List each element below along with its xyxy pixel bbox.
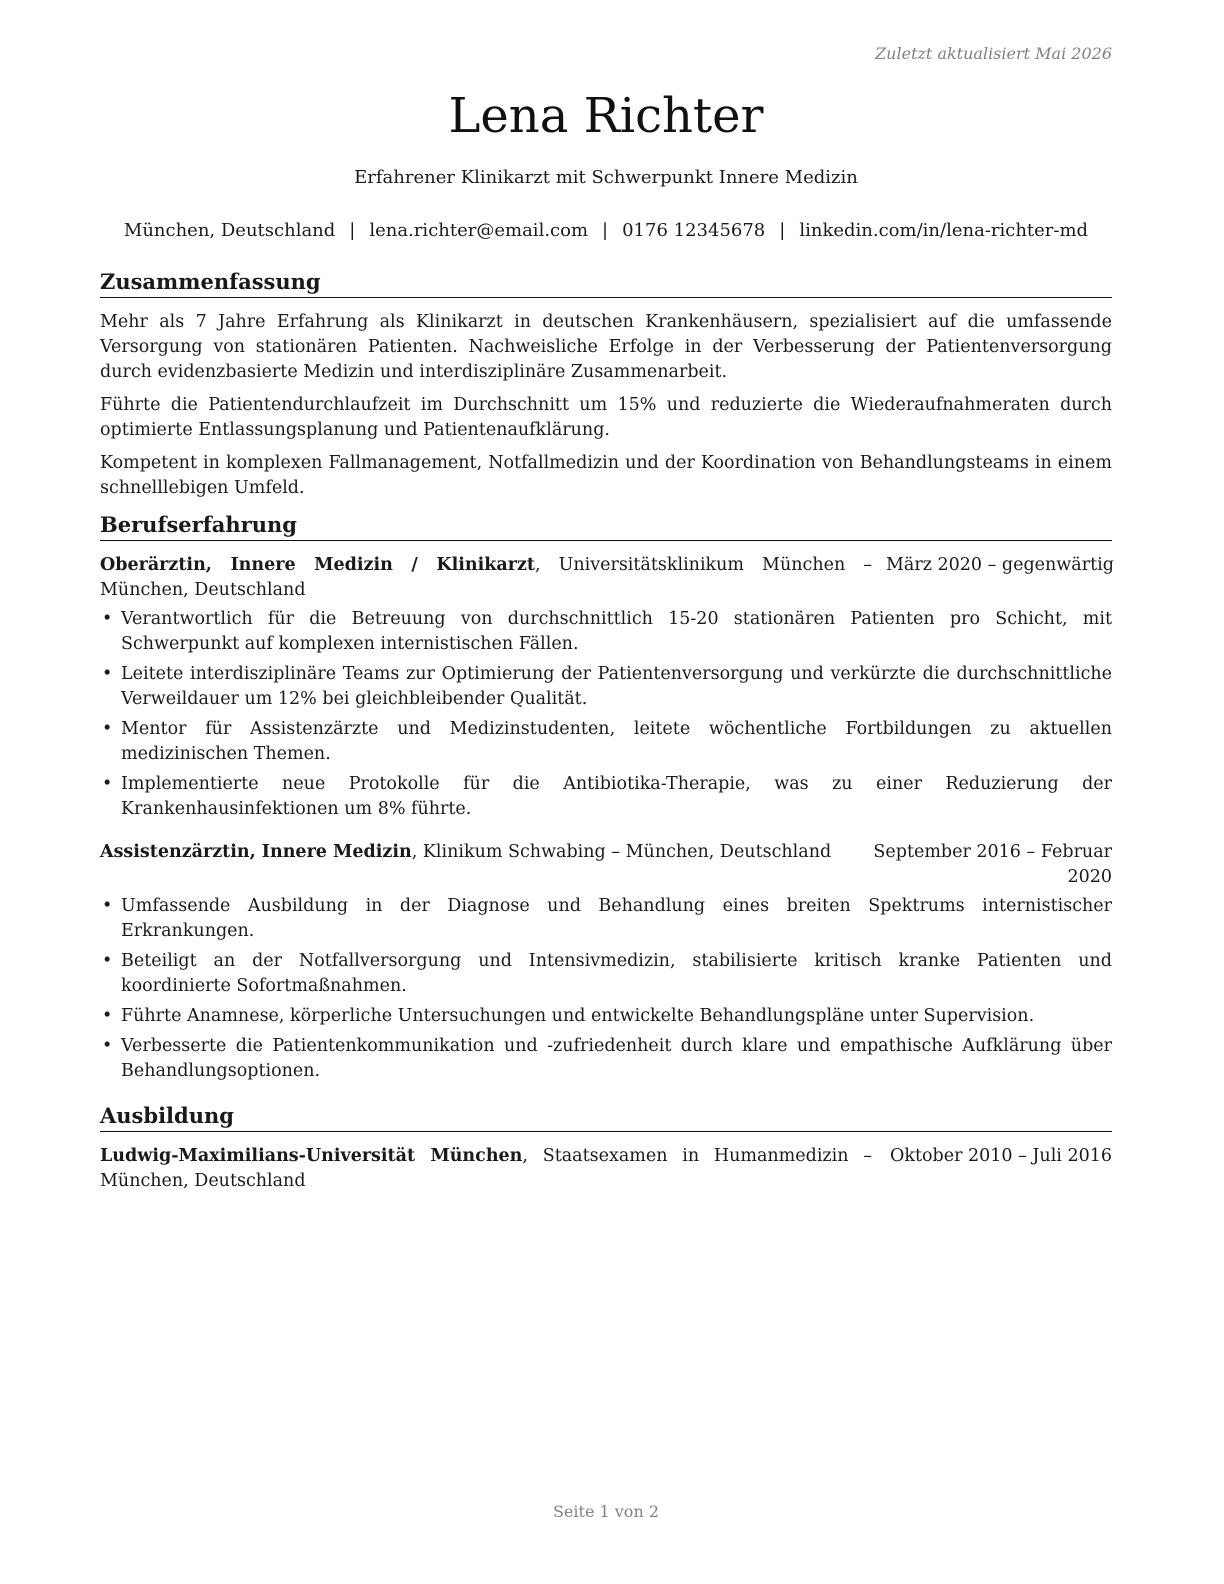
resume-page <box>100 0 1112 1584</box>
job-dates: März 2020 – gegenwärtig <box>886 555 1114 575</box>
list-item <box>100 1004 1112 1029</box>
contact-location: München, Deutschland <box>123 220 336 241</box>
job-bullets <box>100 607 1112 822</box>
job-role: Assistenzärztin, Innere Medizin <box>100 842 412 862</box>
list-item <box>100 662 1112 712</box>
summary-paragraph: Mehr als 7 Jahre Erfahrung als Klinikarzt in deutschen Krankenhäusern, spezialisiert auf die umfassende Versorgung von stationären Patienten. Nachweisliche Erfolge in der Verbesserung der Patientenversorgung durch evidenzbasierte Medizin und interdisziplinäre Zusammenarbeit. <box>100 312 1112 382</box>
summary-section <box>100 268 1112 501</box>
job-role: Oberärztin, Innere Medizin / Klinikarzt <box>100 555 535 575</box>
headline: Erfahrener Klinikarzt mit Schwerpunkt Innere Medizin <box>354 167 858 188</box>
page-number: Seite 1 von 2 <box>552 1502 660 1521</box>
education-entry <box>100 1144 1112 1194</box>
bullet-text: Verantwortlich für die Betreuung von durchschnittlich 15-20 stationären Patienten pro Schicht, mit Schwerpunkt auf komplexen internistischen Fällen. <box>121 609 1112 654</box>
bullet-text: Leitete interdisziplinäre Teams zur Optimierung der Patientenversorgung und verkürzte die durchschnittliche Verweildauer um 12% bei gleichbleibender Qualität. <box>121 664 1112 709</box>
job-header <box>100 553 1112 603</box>
list-item <box>100 772 1112 822</box>
bullet-icon: • <box>102 896 113 916</box>
job-organization: , Klinikum Schwabing – München, Deutschland <box>411 842 832 862</box>
list-item <box>100 949 1112 999</box>
section-title-experience: Berufserfahrung <box>100 511 1112 541</box>
candidate-name: Lena Richter <box>448 88 764 144</box>
job-entry <box>100 553 1112 822</box>
bullet-icon: • <box>102 1036 113 1056</box>
education-dates: Oktober 2010 – Juli 2016 <box>890 1146 1112 1166</box>
bullet-icon: • <box>102 664 113 684</box>
job-title-line <box>100 553 872 603</box>
list-item <box>100 894 1112 944</box>
bullet-text: Implementierte neue Protokolle für die Antibiotika-Therapie, was zu einer Reduzierung der Krankenhausinfektionen um 8% führte. <box>121 774 1112 819</box>
contact-separator: | <box>349 220 356 241</box>
summary-paragraph: Kompetent in komplexen Fallmanagement, Notfallmedizin und der Koordination von Behandlungsteams in einem schnelllebigen Umfeld. <box>100 453 1112 498</box>
section-title-education: Ausbildung <box>100 1102 1112 1132</box>
last-updated: Zuletzt aktualisiert Mai 2026 <box>875 44 1112 63</box>
contact-linkedin[interactable]: linkedin.com/in/lena-richter-md <box>799 220 1089 241</box>
contact-line <box>100 219 1112 243</box>
bullet-text: Verbesserte die Patientenkommunikation und -zufriedenheit durch klare und empathische Aufklärung über Behandlungsoptionen. <box>121 1036 1112 1081</box>
job-title-line <box>100 840 848 865</box>
job-bullets <box>100 894 1112 1084</box>
summary-paragraph: Führte die Patientendurchlaufzeit im Durchschnitt um 15% und reduzierte die Wiederaufnahmeraten durch optimierte Entlassungsplanung und Patientenaufklärung. <box>100 395 1112 440</box>
bullet-icon: • <box>102 1006 113 1026</box>
resume-content <box>100 268 1112 1204</box>
bullet-icon: • <box>102 719 113 739</box>
bullet-icon: • <box>102 609 113 629</box>
bullet-text: Mentor für Assistenzärzte und Medizinstudenten, leitete wöchentliche Fortbildungen zu aktuellen medizinischen Themen. <box>121 719 1112 764</box>
contact-separator: | <box>602 220 609 241</box>
contact-phone: 0176 12345678 <box>622 220 766 241</box>
experience-section <box>100 511 1112 1084</box>
contact-email[interactable]: lena.richter@email.com <box>369 220 589 241</box>
list-item <box>100 1034 1112 1084</box>
section-title-summary: Zusammenfassung <box>100 268 1112 298</box>
list-item <box>100 717 1112 767</box>
job-organization: , Universitätsklinikum München – München, Deutschland <box>100 555 873 600</box>
education-school: Ludwig-Maximilians-Universität München <box>100 1146 523 1166</box>
job-dates: September 2016 – Februar 2020 <box>873 842 1112 887</box>
bullet-text: Führte Anamnese, körperliche Untersuchungen und entwickelte Behandlungspläne unter Supervision. <box>121 1006 1035 1026</box>
list-item <box>100 607 1112 657</box>
education-section <box>100 1102 1112 1194</box>
bullet-text: Beteiligt an der Notfallversorgung und Intensivmedizin, stabilisierte kritisch kranke Patienten und koordinierte Sofortmaßnahmen. <box>121 951 1112 996</box>
job-header <box>100 840 1112 890</box>
bullet-icon: • <box>102 951 113 971</box>
bullet-text: Umfassende Ausbildung in der Diagnose und Behandlung eines breiten Spektrums internistischer Erkrankungen. <box>121 896 1112 941</box>
education-degree: , Staatsexamen in Humanmedizin – München, Deutschland <box>100 1146 872 1191</box>
job-entry <box>100 840 1112 1084</box>
education-title-line <box>100 1144 872 1194</box>
contact-separator: | <box>779 220 786 241</box>
bullet-icon: • <box>102 774 113 794</box>
